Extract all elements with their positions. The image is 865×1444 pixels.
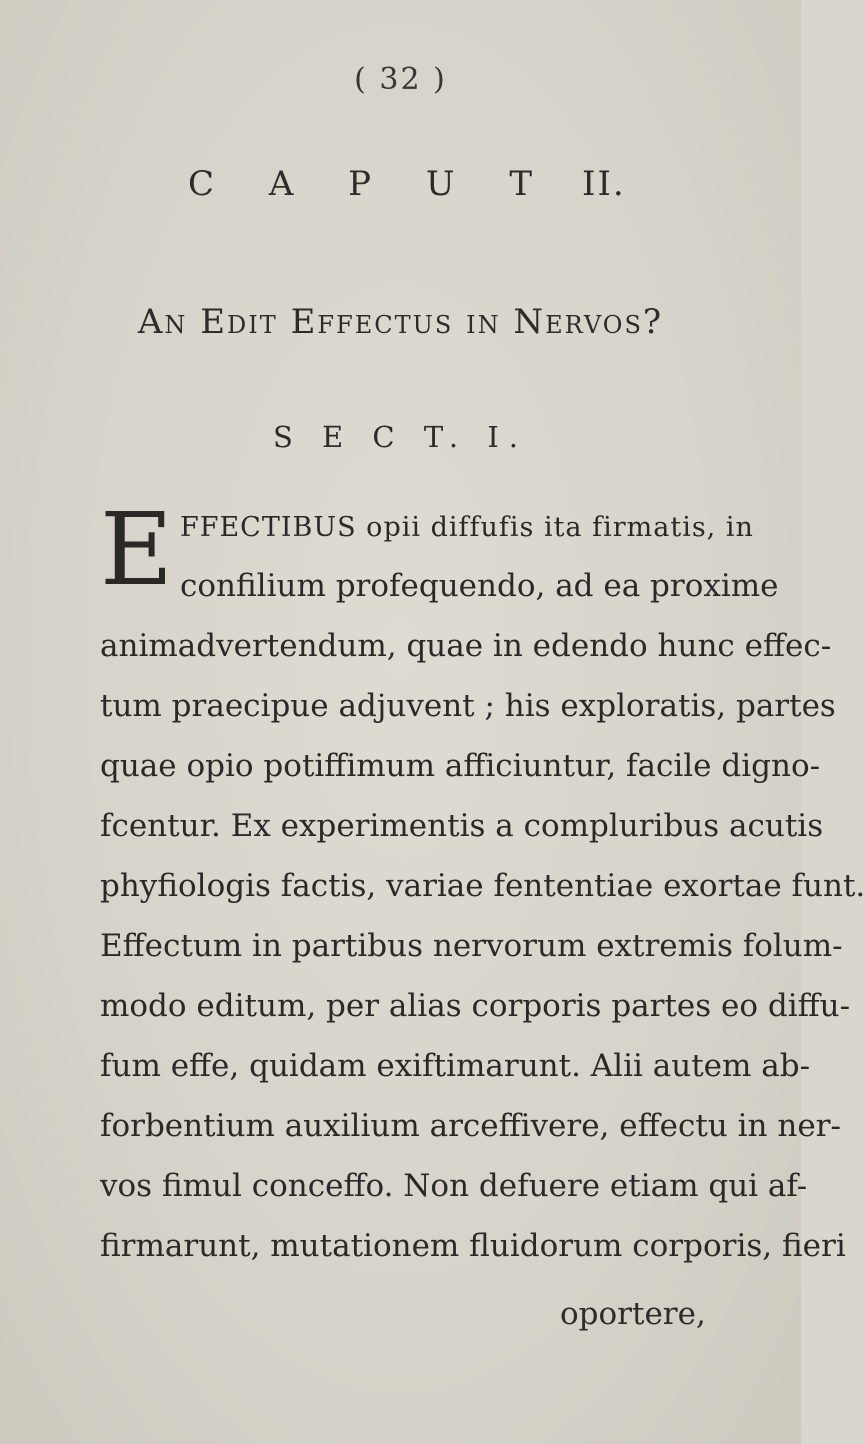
text-line: forbentium auxilium arceffivere, effectu in ner- bbox=[100, 1108, 841, 1144]
first-line-text: FFECTIBUS opii diffufis ita firmatis, in bbox=[180, 512, 754, 543]
chapter-label: C A P U T bbox=[188, 164, 555, 204]
drop-cap: E bbox=[100, 491, 173, 608]
catchword: oportere, bbox=[560, 1296, 706, 1332]
body-text bbox=[100, 491, 865, 1288]
text-line: firmarunt, mutationem fluidorum corporis, fieri bbox=[100, 1228, 846, 1264]
text-line: fcentur. Ex experimentis a compluribus acutis bbox=[100, 808, 824, 844]
chapter-heading bbox=[188, 164, 626, 204]
text-line: quae opio potiffimum afficiuntur, facile digno- bbox=[100, 748, 821, 784]
chapter-number: II. bbox=[582, 164, 626, 204]
text-line: animadvertendum, quae in edendo hunc effec- bbox=[100, 628, 832, 664]
text-line: fum effe, quidam exiftimarunt. Alii autem ab- bbox=[100, 1048, 811, 1084]
page-number: ( 32 ) bbox=[354, 62, 447, 97]
text-line: confilium profequendo, ad ea proxime bbox=[180, 568, 779, 604]
text-line: vos fimul conceffo. Non defuere etiam qui af- bbox=[100, 1168, 808, 1204]
chapter-subtitle: An Edit Effectus in Nervos? bbox=[137, 302, 664, 342]
text-line: tum praecipue adjuvent ; his exploratis, partes bbox=[100, 688, 836, 724]
text-line: modo editum, per alias corporis partes eo diffu- bbox=[100, 988, 851, 1024]
text-line: Effectum in partibus nervorum extremis folum- bbox=[100, 928, 843, 964]
section-heading: S E C T. I. bbox=[272, 420, 529, 454]
text-line: phyfiologis factis, variae fententiae exortae funt. bbox=[100, 868, 865, 904]
